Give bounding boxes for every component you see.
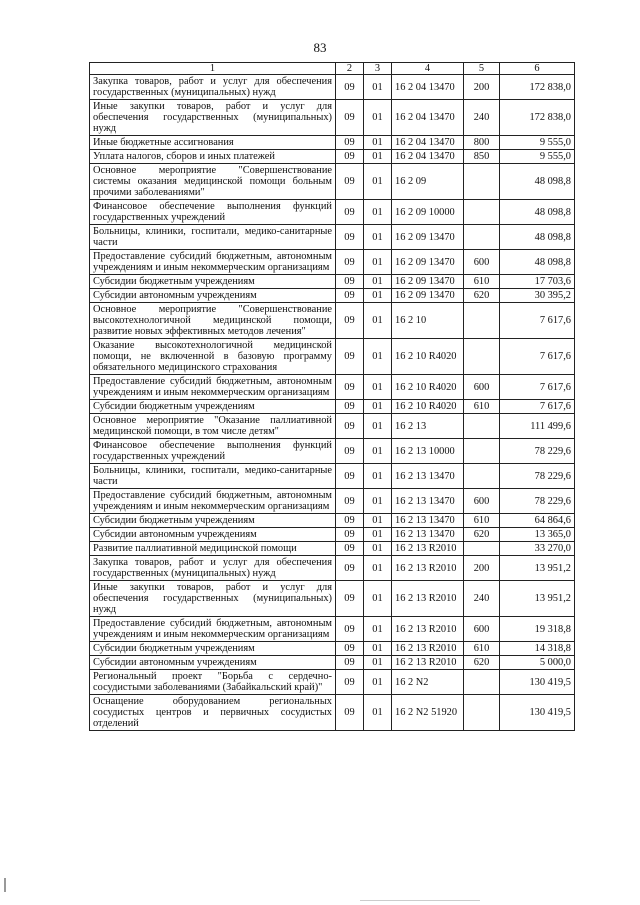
row-section-cell: 09 <box>336 375 364 400</box>
table-row <box>90 275 575 289</box>
row-subsection-cell: 01 <box>364 150 392 164</box>
row-name-cell: Больницы, клиники, госпитали, медико-санитарные части <box>90 464 336 489</box>
row-subsection-cell: 01 <box>364 439 392 464</box>
scan-mark <box>4 878 6 892</box>
row-amount-cell: 17 703,6 <box>500 275 575 289</box>
row-name-cell: Больницы, клиники, госпитали, медико-санитарные части <box>90 225 336 250</box>
row-name-cell: Предоставление субсидий бюджетным, автономным учреждениям и иным некоммерческим организациям <box>90 375 336 400</box>
row-subsection-cell: 01 <box>364 339 392 375</box>
row-type-cell <box>464 414 500 439</box>
row-section-cell: 09 <box>336 100 364 136</box>
row-section-cell: 09 <box>336 514 364 528</box>
row-code-cell: 16 2 N2 <box>392 670 464 695</box>
row-code-cell: 16 2 N2 51920 <box>392 695 464 731</box>
row-section-cell: 09 <box>336 250 364 275</box>
row-amount-cell: 78 229,6 <box>500 439 575 464</box>
table-row <box>90 164 575 200</box>
row-section-cell: 09 <box>336 225 364 250</box>
row-type-cell: 610 <box>464 514 500 528</box>
row-section-cell: 09 <box>336 75 364 100</box>
row-code-cell: 16 2 10 <box>392 303 464 339</box>
row-type-cell: 620 <box>464 656 500 670</box>
row-type-cell: 240 <box>464 581 500 617</box>
row-amount-cell: 7 617,6 <box>500 303 575 339</box>
row-section-cell: 09 <box>336 581 364 617</box>
row-type-cell: 610 <box>464 642 500 656</box>
row-type-cell: 610 <box>464 275 500 289</box>
row-section-cell: 09 <box>336 464 364 489</box>
row-section-cell: 09 <box>336 542 364 556</box>
row-type-cell <box>464 542 500 556</box>
row-code-cell: 16 2 04 13470 <box>392 75 464 100</box>
row-code-cell: 16 2 10 R4020 <box>392 375 464 400</box>
row-subsection-cell: 01 <box>364 656 392 670</box>
row-code-cell: 16 2 13 13470 <box>392 514 464 528</box>
row-amount-cell: 13 951,2 <box>500 556 575 581</box>
row-name-cell: Субсидии бюджетным учреждениям <box>90 400 336 414</box>
row-amount-cell: 111 499,6 <box>500 414 575 439</box>
page-number: 83 <box>313 40 327 55</box>
row-subsection-cell: 01 <box>364 75 392 100</box>
row-amount-cell: 78 229,6 <box>500 464 575 489</box>
row-subsection-cell: 01 <box>364 642 392 656</box>
table-row <box>90 375 575 400</box>
table-row <box>90 303 575 339</box>
row-type-cell: 600 <box>464 489 500 514</box>
row-name-cell: Субсидии бюджетным учреждениям <box>90 514 336 528</box>
row-section-cell: 09 <box>336 136 364 150</box>
row-subsection-cell: 01 <box>364 556 392 581</box>
row-name-cell: Развитие паллиативной медицинской помощи <box>90 542 336 556</box>
row-name-cell: Региональный проект "Борьба с сердечно-сосудистыми заболеваниями (Забайкальский край)" <box>90 670 336 695</box>
row-code-cell: 16 2 13 R2010 <box>392 556 464 581</box>
row-section-cell: 09 <box>336 164 364 200</box>
table-row <box>90 489 575 514</box>
row-subsection-cell: 01 <box>364 275 392 289</box>
row-section-cell: 09 <box>336 642 364 656</box>
row-type-cell <box>464 339 500 375</box>
table-row <box>90 100 575 136</box>
column-header: 3 <box>364 63 392 75</box>
row-section-cell: 09 <box>336 400 364 414</box>
row-amount-cell: 130 419,5 <box>500 670 575 695</box>
row-amount-cell: 48 098,8 <box>500 225 575 250</box>
row-amount-cell: 33 270,0 <box>500 542 575 556</box>
row-section-cell: 09 <box>336 150 364 164</box>
row-subsection-cell: 01 <box>364 164 392 200</box>
row-type-cell <box>464 225 500 250</box>
row-amount-cell: 9 555,0 <box>500 150 575 164</box>
row-name-cell: Основное мероприятие "Совершенствование системы оказания медицинской помощи больным прочими заболеваниями" <box>90 164 336 200</box>
row-name-cell: Субсидии автономным учреждениям <box>90 656 336 670</box>
row-amount-cell: 13 365,0 <box>500 528 575 542</box>
table-row <box>90 400 575 414</box>
row-type-cell: 610 <box>464 400 500 414</box>
row-type-cell <box>464 200 500 225</box>
row-amount-cell: 48 098,8 <box>500 250 575 275</box>
row-name-cell: Основное мероприятие "Оказание паллиативной медицинской помощи, в том числе детям" <box>90 414 336 439</box>
table-row <box>90 542 575 556</box>
row-type-cell <box>464 303 500 339</box>
column-header: 6 <box>500 63 575 75</box>
row-name-cell: Предоставление субсидий бюджетным, автономным учреждениям и иным некоммерческим организациям <box>90 250 336 275</box>
row-name-cell: Субсидии автономным учреждениям <box>90 289 336 303</box>
row-section-cell: 09 <box>336 414 364 439</box>
table-row <box>90 670 575 695</box>
row-subsection-cell: 01 <box>364 581 392 617</box>
row-subsection-cell: 01 <box>364 400 392 414</box>
table-row <box>90 617 575 642</box>
row-type-cell <box>464 670 500 695</box>
row-subsection-cell: 01 <box>364 375 392 400</box>
row-amount-cell: 9 555,0 <box>500 136 575 150</box>
row-type-cell: 200 <box>464 556 500 581</box>
row-subsection-cell: 01 <box>364 289 392 303</box>
row-code-cell: 16 2 09 13470 <box>392 250 464 275</box>
row-name-cell: Закупка товаров, работ и услуг для обеспечения государственных (муниципальных) нужд <box>90 75 336 100</box>
row-code-cell: 16 2 04 13470 <box>392 100 464 136</box>
row-type-cell: 620 <box>464 289 500 303</box>
row-name-cell: Предоставление субсидий бюджетным, автономным учреждениям и иным некоммерческим организациям <box>90 617 336 642</box>
table-row <box>90 528 575 542</box>
row-subsection-cell: 01 <box>364 542 392 556</box>
table-row <box>90 75 575 100</box>
row-subsection-cell: 01 <box>364 250 392 275</box>
row-type-cell: 600 <box>464 250 500 275</box>
row-amount-cell: 130 419,5 <box>500 695 575 731</box>
table-row <box>90 464 575 489</box>
row-subsection-cell: 01 <box>364 200 392 225</box>
column-header: 2 <box>336 63 364 75</box>
table-row <box>90 642 575 656</box>
table-row <box>90 439 575 464</box>
row-section-cell: 09 <box>336 275 364 289</box>
row-subsection-cell: 01 <box>364 670 392 695</box>
row-section-cell: 09 <box>336 489 364 514</box>
row-amount-cell: 78 229,6 <box>500 489 575 514</box>
row-code-cell: 16 2 13 10000 <box>392 439 464 464</box>
row-code-cell: 16 2 04 13470 <box>392 136 464 150</box>
table-row <box>90 200 575 225</box>
row-amount-cell: 19 318,8 <box>500 617 575 642</box>
row-amount-cell: 7 617,6 <box>500 400 575 414</box>
row-section-cell: 09 <box>336 339 364 375</box>
row-amount-cell: 48 098,8 <box>500 200 575 225</box>
row-section-cell: 09 <box>336 439 364 464</box>
row-subsection-cell: 01 <box>364 136 392 150</box>
row-section-cell: 09 <box>336 670 364 695</box>
row-code-cell: 16 2 13 13470 <box>392 528 464 542</box>
row-name-cell: Субсидии автономным учреждениям <box>90 528 336 542</box>
row-code-cell: 16 2 13 R2010 <box>392 542 464 556</box>
row-amount-cell: 48 098,8 <box>500 164 575 200</box>
row-subsection-cell: 01 <box>364 528 392 542</box>
row-name-cell: Иные бюджетные ассигнования <box>90 136 336 150</box>
row-name-cell: Закупка товаров, работ и услуг для обеспечения государственных (муниципальных) нужд <box>90 556 336 581</box>
table-row <box>90 656 575 670</box>
row-name-cell: Финансовое обеспечение выполнения функций государственных учреждений <box>90 200 336 225</box>
row-section-cell: 09 <box>336 200 364 225</box>
row-code-cell: 16 2 13 R2010 <box>392 617 464 642</box>
row-name-cell: Уплата налогов, сборов и иных платежей <box>90 150 336 164</box>
row-amount-cell: 14 318,8 <box>500 642 575 656</box>
table-header-row <box>90 63 575 75</box>
row-name-cell: Иные закупки товаров, работ и услуг для обеспечения государственных (муниципальных) нужд <box>90 581 336 617</box>
row-code-cell: 16 2 09 13470 <box>392 275 464 289</box>
row-name-cell: Субсидии бюджетным учреждениям <box>90 275 336 289</box>
row-type-cell: 600 <box>464 375 500 400</box>
row-subsection-cell: 01 <box>364 617 392 642</box>
row-subsection-cell: 01 <box>364 464 392 489</box>
row-type-cell <box>464 695 500 731</box>
row-code-cell: 16 2 13 <box>392 414 464 439</box>
row-name-cell: Основное мероприятие "Совершенствование высокотехнологичной медицинской помощи, развитие новых эффективных методов лечения" <box>90 303 336 339</box>
row-subsection-cell: 01 <box>364 489 392 514</box>
row-subsection-cell: 01 <box>364 514 392 528</box>
row-code-cell: 16 2 04 13470 <box>392 150 464 164</box>
row-subsection-cell: 01 <box>364 414 392 439</box>
row-amount-cell: 172 838,0 <box>500 75 575 100</box>
row-section-cell: 09 <box>336 289 364 303</box>
table-row <box>90 150 575 164</box>
column-header: 4 <box>392 63 464 75</box>
row-section-cell: 09 <box>336 695 364 731</box>
row-name-cell: Оснащение оборудованием региональных сосудистых центров и первичных сосудистых отделений <box>90 695 336 731</box>
row-type-cell: 600 <box>464 617 500 642</box>
table-row <box>90 414 575 439</box>
row-code-cell: 16 2 10 R4020 <box>392 339 464 375</box>
row-name-cell: Финансовое обеспечение выполнения функций государственных учреждений <box>90 439 336 464</box>
row-type-cell: 200 <box>464 75 500 100</box>
row-subsection-cell: 01 <box>364 225 392 250</box>
budget-table <box>89 62 575 731</box>
table-row <box>90 514 575 528</box>
row-type-cell: 620 <box>464 528 500 542</box>
row-code-cell: 16 2 09 13470 <box>392 289 464 303</box>
row-name-cell: Субсидии бюджетным учреждениям <box>90 642 336 656</box>
row-section-cell: 09 <box>336 617 364 642</box>
row-amount-cell: 30 395,2 <box>500 289 575 303</box>
row-subsection-cell: 01 <box>364 100 392 136</box>
scan-mark <box>360 900 480 901</box>
row-code-cell: 16 2 13 13470 <box>392 489 464 514</box>
table-body <box>90 75 575 731</box>
row-type-cell: 240 <box>464 100 500 136</box>
row-name-cell: Предоставление субсидий бюджетным, автономным учреждениям и иным некоммерческим организациям <box>90 489 336 514</box>
row-type-cell: 800 <box>464 136 500 150</box>
row-name-cell: Иные закупки товаров, работ и услуг для обеспечения государственных (муниципальных) нужд <box>90 100 336 136</box>
row-type-cell <box>464 164 500 200</box>
row-code-cell: 16 2 13 R2010 <box>392 642 464 656</box>
table-row <box>90 250 575 275</box>
table-row <box>90 695 575 731</box>
table-row <box>90 289 575 303</box>
row-amount-cell: 7 617,6 <box>500 375 575 400</box>
row-amount-cell: 5 000,0 <box>500 656 575 670</box>
row-code-cell: 16 2 13 13470 <box>392 464 464 489</box>
row-code-cell: 16 2 09 13470 <box>392 225 464 250</box>
table-row <box>90 581 575 617</box>
row-amount-cell: 13 951,2 <box>500 581 575 617</box>
column-header: 5 <box>464 63 500 75</box>
row-type-cell <box>464 464 500 489</box>
row-amount-cell: 7 617,6 <box>500 339 575 375</box>
table-row <box>90 339 575 375</box>
table-row <box>90 136 575 150</box>
row-section-cell: 09 <box>336 656 364 670</box>
row-type-cell: 850 <box>464 150 500 164</box>
row-code-cell: 16 2 09 10000 <box>392 200 464 225</box>
table-row <box>90 556 575 581</box>
column-header: 1 <box>90 63 336 75</box>
row-code-cell: 16 2 10 R4020 <box>392 400 464 414</box>
table-row <box>90 225 575 250</box>
row-amount-cell: 172 838,0 <box>500 100 575 136</box>
row-subsection-cell: 01 <box>364 695 392 731</box>
row-amount-cell: 64 864,6 <box>500 514 575 528</box>
row-section-cell: 09 <box>336 528 364 542</box>
row-section-cell: 09 <box>336 303 364 339</box>
row-subsection-cell: 01 <box>364 303 392 339</box>
row-name-cell: Оказание высокотехнологичной медицинской помощи, не включенной в базовую программу обязательного медицинского страхования <box>90 339 336 375</box>
row-code-cell: 16 2 13 R2010 <box>392 581 464 617</box>
row-code-cell: 16 2 09 <box>392 164 464 200</box>
row-section-cell: 09 <box>336 556 364 581</box>
row-code-cell: 16 2 13 R2010 <box>392 656 464 670</box>
row-type-cell <box>464 439 500 464</box>
